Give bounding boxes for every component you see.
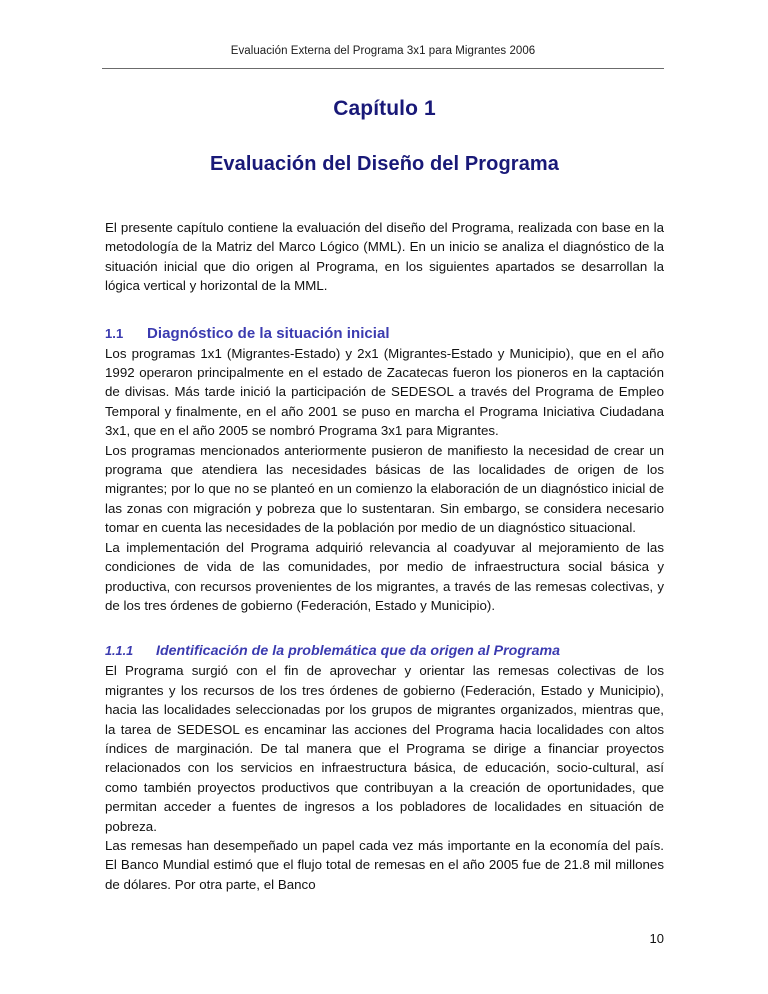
chapter-subtitle: Evaluación del Diseño del Programa	[209, 153, 560, 175]
intro-paragraph: El presente capítulo contiene la evaluación del diseño del Programa, realizada con base en la metodología de la Matriz del Marco Lógico (MML). En un inicio se analiza el diagnóstico de la situación inicial que dio origen al Programa, en los siguientes apartados se desarrollan la lógica vertical y horizontal de la MML.	[105, 220, 664, 294]
running-header: Evaluación Externa del Programa 3x1 para Migrantes 2006	[230, 45, 536, 57]
section-heading-1-1	[105, 324, 664, 344]
section-title: Diagnóstico de la situación inicial	[147, 324, 390, 342]
page-number: 10	[649, 931, 664, 946]
subsection-title: Identificación de la problemática que da origen al Programa	[156, 643, 561, 660]
section-heading-1-1-1	[105, 642, 664, 661]
page-content	[105, 92, 664, 894]
paragraph: Los programas 1x1 (Migrantes-Estado) y 2x1 (Migrantes-Estado y Municipio), que en el año 1992 operaron principalmente en el estado de Zacatecas fueron los pioneros en la captación de divisas. Más tarde inició la participación de SEDESOL a través del Programa de Empleo Temporal y finalmente, en el año 2001 se puso en marcha el Programa Iniciativa Ciudadana 3x1, que en el año 2005 se nombró Programa 3x1 para Migrantes.	[105, 345, 664, 439]
paragraph: Los programas mencionados anteriormente pusieron de manifiesto la necesidad de crear un programa que atendiera las necesidades básicas de las localidades de origen de los migrantes; por lo que no se planteó en un comienzo la elaboración de un diagnóstico inicial de las zonas con migración y pobreza que lo sustentaran. Sin embargo, se considera necesario tomar en cuenta las necesidades de la población por medio de un diagnóstico situacional.	[105, 442, 664, 536]
header-divider-rule	[102, 68, 664, 69]
paragraph: La implementación del Programa adquirió relevancia al coadyuvar al mejoramiento de las condiciones de vida de las comunidades, por medio de infraestructura social básica y productiva, con recursos provenientes de los migrantes, a través de las remesas colectivas, y de los tres órdenes de gobierno (Federación, Estado y Municipio).	[105, 539, 664, 613]
paragraph: El Programa surgió con el fin de aprovechar y orientar las remesas colectivas de los migrantes y los recursos de los tres órdenes de gobierno (Federación, Estado y Municipio), hacia las localidades seleccionadas por los grupos de migrantes organizados, mientras que, la tarea de SEDESOL es encaminar las acciones del Programa hacia localidades con altos índices de marginación. De tal manera que el Programa se dirige a financiar proyectos relacionados con los servicios en infraestructura básica, de educación, socio-cultural, así como también proyectos productivos que contribuyan a la creación de oportunidades, que permitan acceder a fuentes de ingresos a los pobladores de localidades en situación de pobreza.	[105, 663, 664, 834]
chapter-title: Capítulo 1	[333, 97, 436, 120]
subsection-number: 1.1.1	[105, 644, 134, 659]
section-number: 1.1	[105, 325, 124, 341]
paragraph: Las remesas han desempeñado un papel cada vez más importante en la economía del país. El Banco Mundial estimó que el flujo total de remesas en el año 2005 fue de 21.8 mil millones de dólares. Por otra parte, el Banco	[105, 837, 664, 892]
